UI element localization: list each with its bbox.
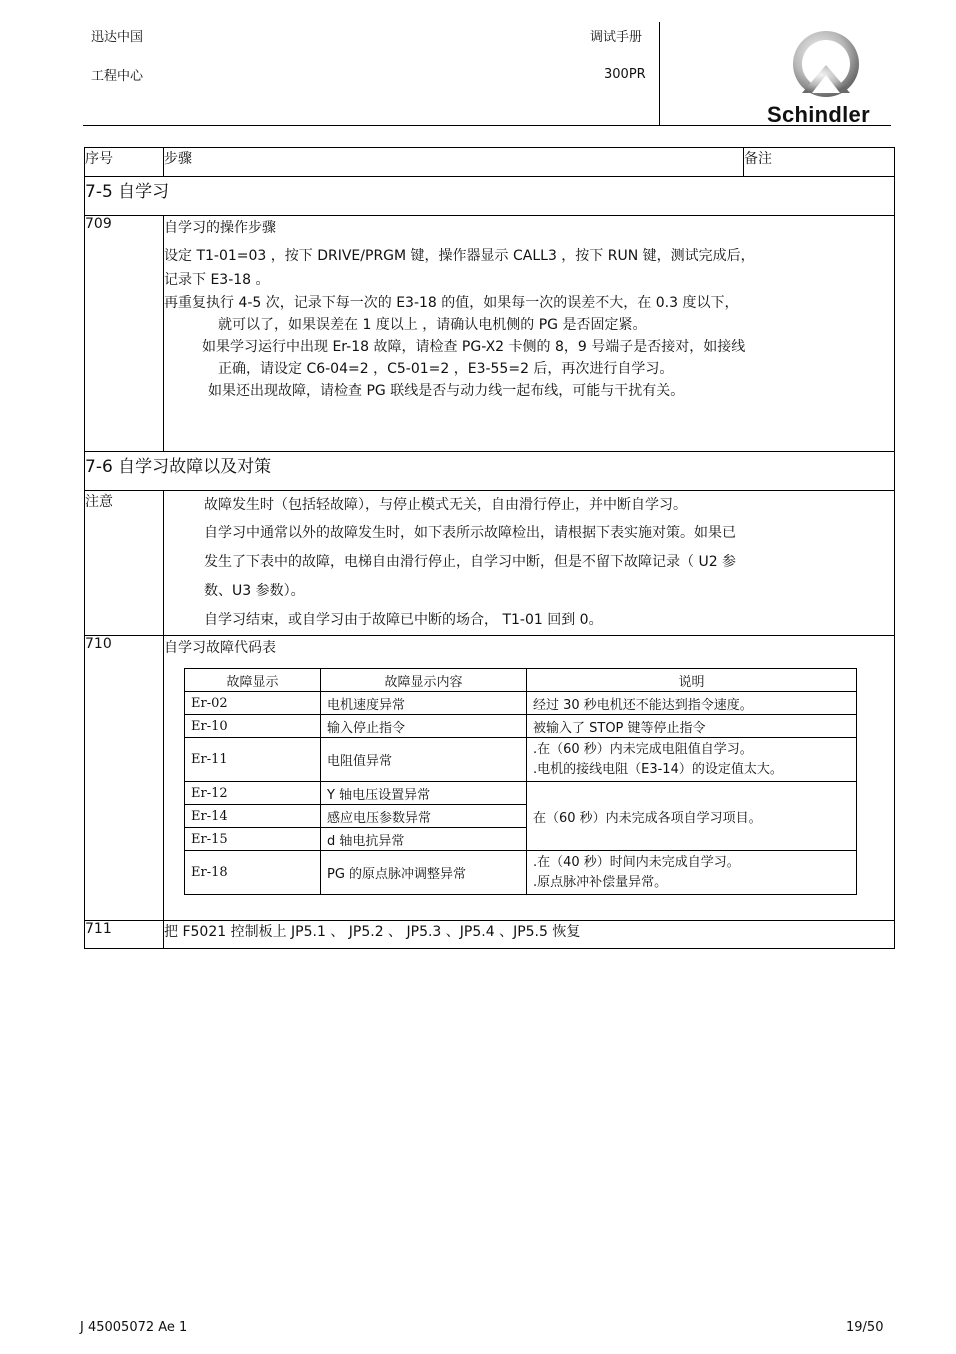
fault-col-header: 说明 (527, 669, 857, 692)
section-7-5-title: 7-5 自学习 (85, 177, 895, 216)
fault-desc: .在（60 秒）内未完成电阻值自学习。 .电机的接线电阻（E3-14）的设定值太大。 (527, 738, 857, 782)
note-line: 发生了下表中的故障，电梯自由滑行停止，自学习中断，但是不留下故障记录（ U2 参 (204, 554, 737, 570)
fault-code: Er-15 (185, 828, 321, 851)
step-709-line: 正确，请设定 C6-04=2 ，C5-01=2 ，E3-55=2 后，再次进行自学习。 (218, 361, 674, 377)
step-709-line: 如果还出现故障，请检查 PG 联线是否与动力线一起布线，可能与干扰有关。 (208, 383, 685, 399)
procedure-table (84, 147, 895, 949)
fault-code: Er-10 (185, 715, 321, 738)
fault-row (185, 782, 857, 805)
step-710-title: 自学习故障代码表 (164, 640, 276, 656)
fault-row (185, 692, 857, 715)
fault-content: 电机速度异常 (321, 692, 527, 715)
page-number: 19/50 (846, 1320, 884, 1335)
fault-row (185, 715, 857, 738)
doc-id: J 45005072 Ae 1 (80, 1320, 188, 1335)
step-709-line: 设定 T1-01=03 ，按下 DRIVE/PRGM 键，操作器显示 CALL3 ，按下 RUN 键，测试完成后， (164, 248, 755, 264)
step-709-title: 自学习的操作步骤 (164, 220, 276, 236)
fault-code-table (184, 668, 857, 895)
note-label: 注意 (85, 491, 164, 636)
fault-content: Y 轴电压设置异常 (321, 782, 527, 805)
note-line: 自学习结束，或自学习由于故障已中断的场合， T1-01 回到 0。 (204, 612, 603, 628)
header-step (164, 148, 744, 177)
step-709-line: 就可以了，如果误差在 1 度以上 ，请确认电机侧的 PG 是否固定紧。 (218, 317, 647, 333)
step-709-line: 如果学习运行中出现 Er-18 故障，请检查 PG-X2 卡侧的 8，9 号端子是否接对，如接线 (202, 339, 746, 355)
fault-content: PG 的原点脉冲调整异常 (321, 851, 527, 895)
note-line: 自学习中通常以外的故障发生时，如下表所示故障检出，请根据下表实施对策。如果已 (204, 525, 736, 541)
step-711-number: 711 (85, 921, 164, 949)
step-709-number: 709 (85, 216, 164, 452)
fault-code: Er-14 (185, 805, 321, 828)
fault-desc: 在（60 秒）内未完成各项自学习项目。 (527, 782, 857, 851)
header-note-label: 备注 (744, 151, 772, 167)
note-content (164, 491, 895, 636)
fault-content: 输入停止指令 (321, 715, 527, 738)
fault-col-header: 故障显示 (185, 669, 321, 692)
step-710-number: 710 (85, 636, 164, 921)
fault-code: Er-12 (185, 782, 321, 805)
company-name: 迅达中国 (91, 30, 144, 45)
header-seq-label: 序号 (85, 151, 113, 167)
fault-desc: 被输入了 STOP 键等停止指令 (527, 715, 857, 738)
logo-wordmark: Schindler (767, 102, 870, 127)
section-7-6-title: 7-6 自学习故障以及对策 (85, 452, 895, 491)
fault-row (185, 851, 857, 895)
header-step-label: 步骤 (164, 151, 192, 167)
fault-desc: 经过 30 秒电机还不能达到指令速度。 (527, 692, 857, 715)
step-710-content (164, 636, 895, 921)
step-709-content (164, 216, 895, 452)
fault-desc: .在（40 秒）时间内未完成自学习。 .原点脉冲补偿量异常。 (527, 851, 857, 895)
note-line: 故障发生时（包括轻故障），与停止模式无关，自由滑行停止，并中断自学习。 (204, 497, 687, 513)
header-note (744, 148, 895, 177)
model-name: 300PR (604, 67, 646, 82)
header-divider-vertical (659, 22, 660, 126)
step-711-text: 把 F5021 控制板上 JP5.1 、 JP5.2 、 JP5.3 、JP5.4 、JP5.5 恢复 (164, 921, 895, 949)
fault-content: 感应电压参数异常 (321, 805, 527, 828)
fault-content: 电阻值异常 (321, 738, 527, 782)
doc-type: 调试手册 (590, 30, 643, 45)
fault-code: Er-02 (185, 692, 321, 715)
note-line: 数、U3 参数）。 (204, 583, 305, 599)
fault-code: Er-11 (185, 738, 321, 782)
fault-content: d 轴电抗异常 (321, 828, 527, 851)
department-name: 工程中心 (91, 69, 144, 84)
header-seq (85, 148, 164, 177)
step-709-line: 记录下 E3-18 。 (164, 272, 270, 288)
fault-col-header: 故障显示内容 (321, 669, 527, 692)
step-709-line: 再重复执行 4-5 次，记录下每一次的 E3-18 的值，如果每一次的误差不大，在 0.3 度以下， (164, 295, 739, 311)
fault-row (185, 738, 857, 782)
fault-code: Er-18 (185, 851, 321, 895)
